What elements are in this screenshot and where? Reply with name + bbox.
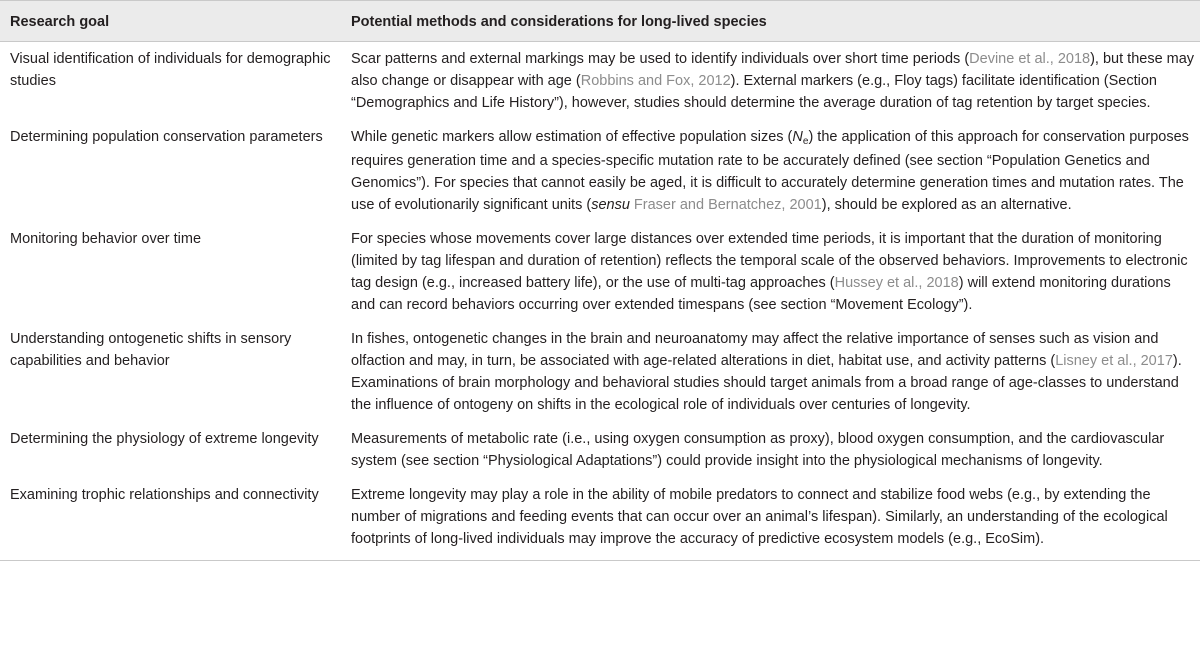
goal-cell: Determining population conservation parameters bbox=[10, 129, 323, 145]
methods-text: Extreme longevity may play a role in the ability of mobile predators to connect and stabilize food webs (e.g., by extending the number of migrations and feeding events that can occur over an animal’s lifespan). Similarly, an understanding of the ecological footprints of long-lived individuals may improve the accuracy of predictive ecosystem models (e.g., EcoSim). bbox=[351, 487, 1168, 547]
citation-link[interactable]: Hussey et al., 2018 bbox=[834, 275, 959, 291]
methods-text: ), should be explored as an alternative. bbox=[821, 197, 1072, 213]
symbol-n: N bbox=[792, 129, 803, 145]
citation-link[interactable]: Fraser and Bernatchez, 2001 bbox=[633, 197, 822, 213]
methods-cell bbox=[349, 120, 1200, 222]
subscript-e: e bbox=[802, 136, 809, 147]
goal-cell: Understanding ontogenetic shifts in sensory capabilities and behavior bbox=[10, 331, 292, 369]
methods-cell bbox=[349, 322, 1200, 422]
table-row bbox=[0, 422, 1200, 478]
methods-text: ) the application of this approach for conservation purposes requires generation time and a species-specific mutation rate to be accurately defined (see section “Population Genetics and Genomics”). For species that cannot easily be aged, it is difficult to accurately determine generation times and mutation rates. The use of evolutionarily significant units ( bbox=[351, 129, 1189, 213]
goal-cell: Visual identification of individuals for demographic studies bbox=[10, 51, 331, 89]
table-row bbox=[0, 42, 1200, 121]
citation-link[interactable]: Robbins and Fox, 2012 bbox=[580, 73, 731, 89]
table-header-row bbox=[0, 1, 1200, 42]
methods-text: For species whose movements cover large distances over extended time periods, it is important that the duration of monitoring (limited by tag lifespan and duration of retention) reflects the temporal scale of the observed behaviors. Improvements to electronic tag design (e.g., increased battery life), or the use of multi-tag approaches ( bbox=[351, 231, 1188, 291]
methods-cell bbox=[349, 478, 1200, 561]
methods-text: ), but these may also change or disappear with age ( bbox=[351, 51, 1195, 89]
methods-cell bbox=[349, 42, 1200, 121]
methods-cell bbox=[349, 222, 1200, 322]
header-methods: Potential methods and considerations for long-lived species bbox=[349, 1, 1200, 42]
table-row bbox=[0, 478, 1200, 561]
goal-cell: Monitoring behavior over time bbox=[10, 231, 202, 247]
methods-text: ) will extend monitoring durations and can record behaviors occurring over extended timespans (see section “Movement Ecology”). bbox=[351, 275, 1171, 313]
sensu-term: sensu bbox=[591, 197, 630, 213]
goal-cell: Examining trophic relationships and connectivity bbox=[0, 478, 349, 561]
methods-text: Measurements of metabolic rate (i.e., using oxygen consumption as proxy), blood oxygen consumption, and the cardiovascular system (see section “Physiological Adaptations”) could provide insight into the physiological mechanisms of longevity. bbox=[351, 431, 1165, 469]
table-row bbox=[0, 322, 1200, 422]
table-row bbox=[0, 222, 1200, 322]
goal-cell: Determining the physiology of extreme longevity bbox=[10, 431, 319, 447]
methods-cell bbox=[349, 422, 1200, 478]
header-research-goal: Research goal bbox=[0, 1, 349, 42]
methods-text: Scar patterns and external markings may be used to identify individuals over short time periods ( bbox=[351, 51, 970, 67]
methods-text: In fishes, ontogenetic changes in the brain and neuroanatomy may affect the relative importance of senses such as vision and olfaction and may, in turn, be associated with age-related alterations in diet, habitat use, and activity patterns ( bbox=[351, 331, 1159, 369]
citation-link[interactable]: Lisney et al., 2017 bbox=[1055, 353, 1173, 369]
methods-text: ). Examinations of brain morphology and behavioral studies should target animals from a broad range of age-classes to understand the influence of ontogeny on shifts in the ecological role of individuals over centuries of longevity. bbox=[351, 353, 1182, 413]
methods-text: ). External markers (e.g., Floy tags) facilitate identification (Section “Demographics and Life History”), however, studies should determine the average duration of tag retention by target species. bbox=[351, 73, 1157, 111]
table-row bbox=[0, 120, 1200, 222]
methods-text: While genetic markers allow estimation of effective population sizes ( bbox=[351, 129, 793, 145]
citation-link[interactable]: Devine et al., 2018 bbox=[969, 51, 1091, 67]
